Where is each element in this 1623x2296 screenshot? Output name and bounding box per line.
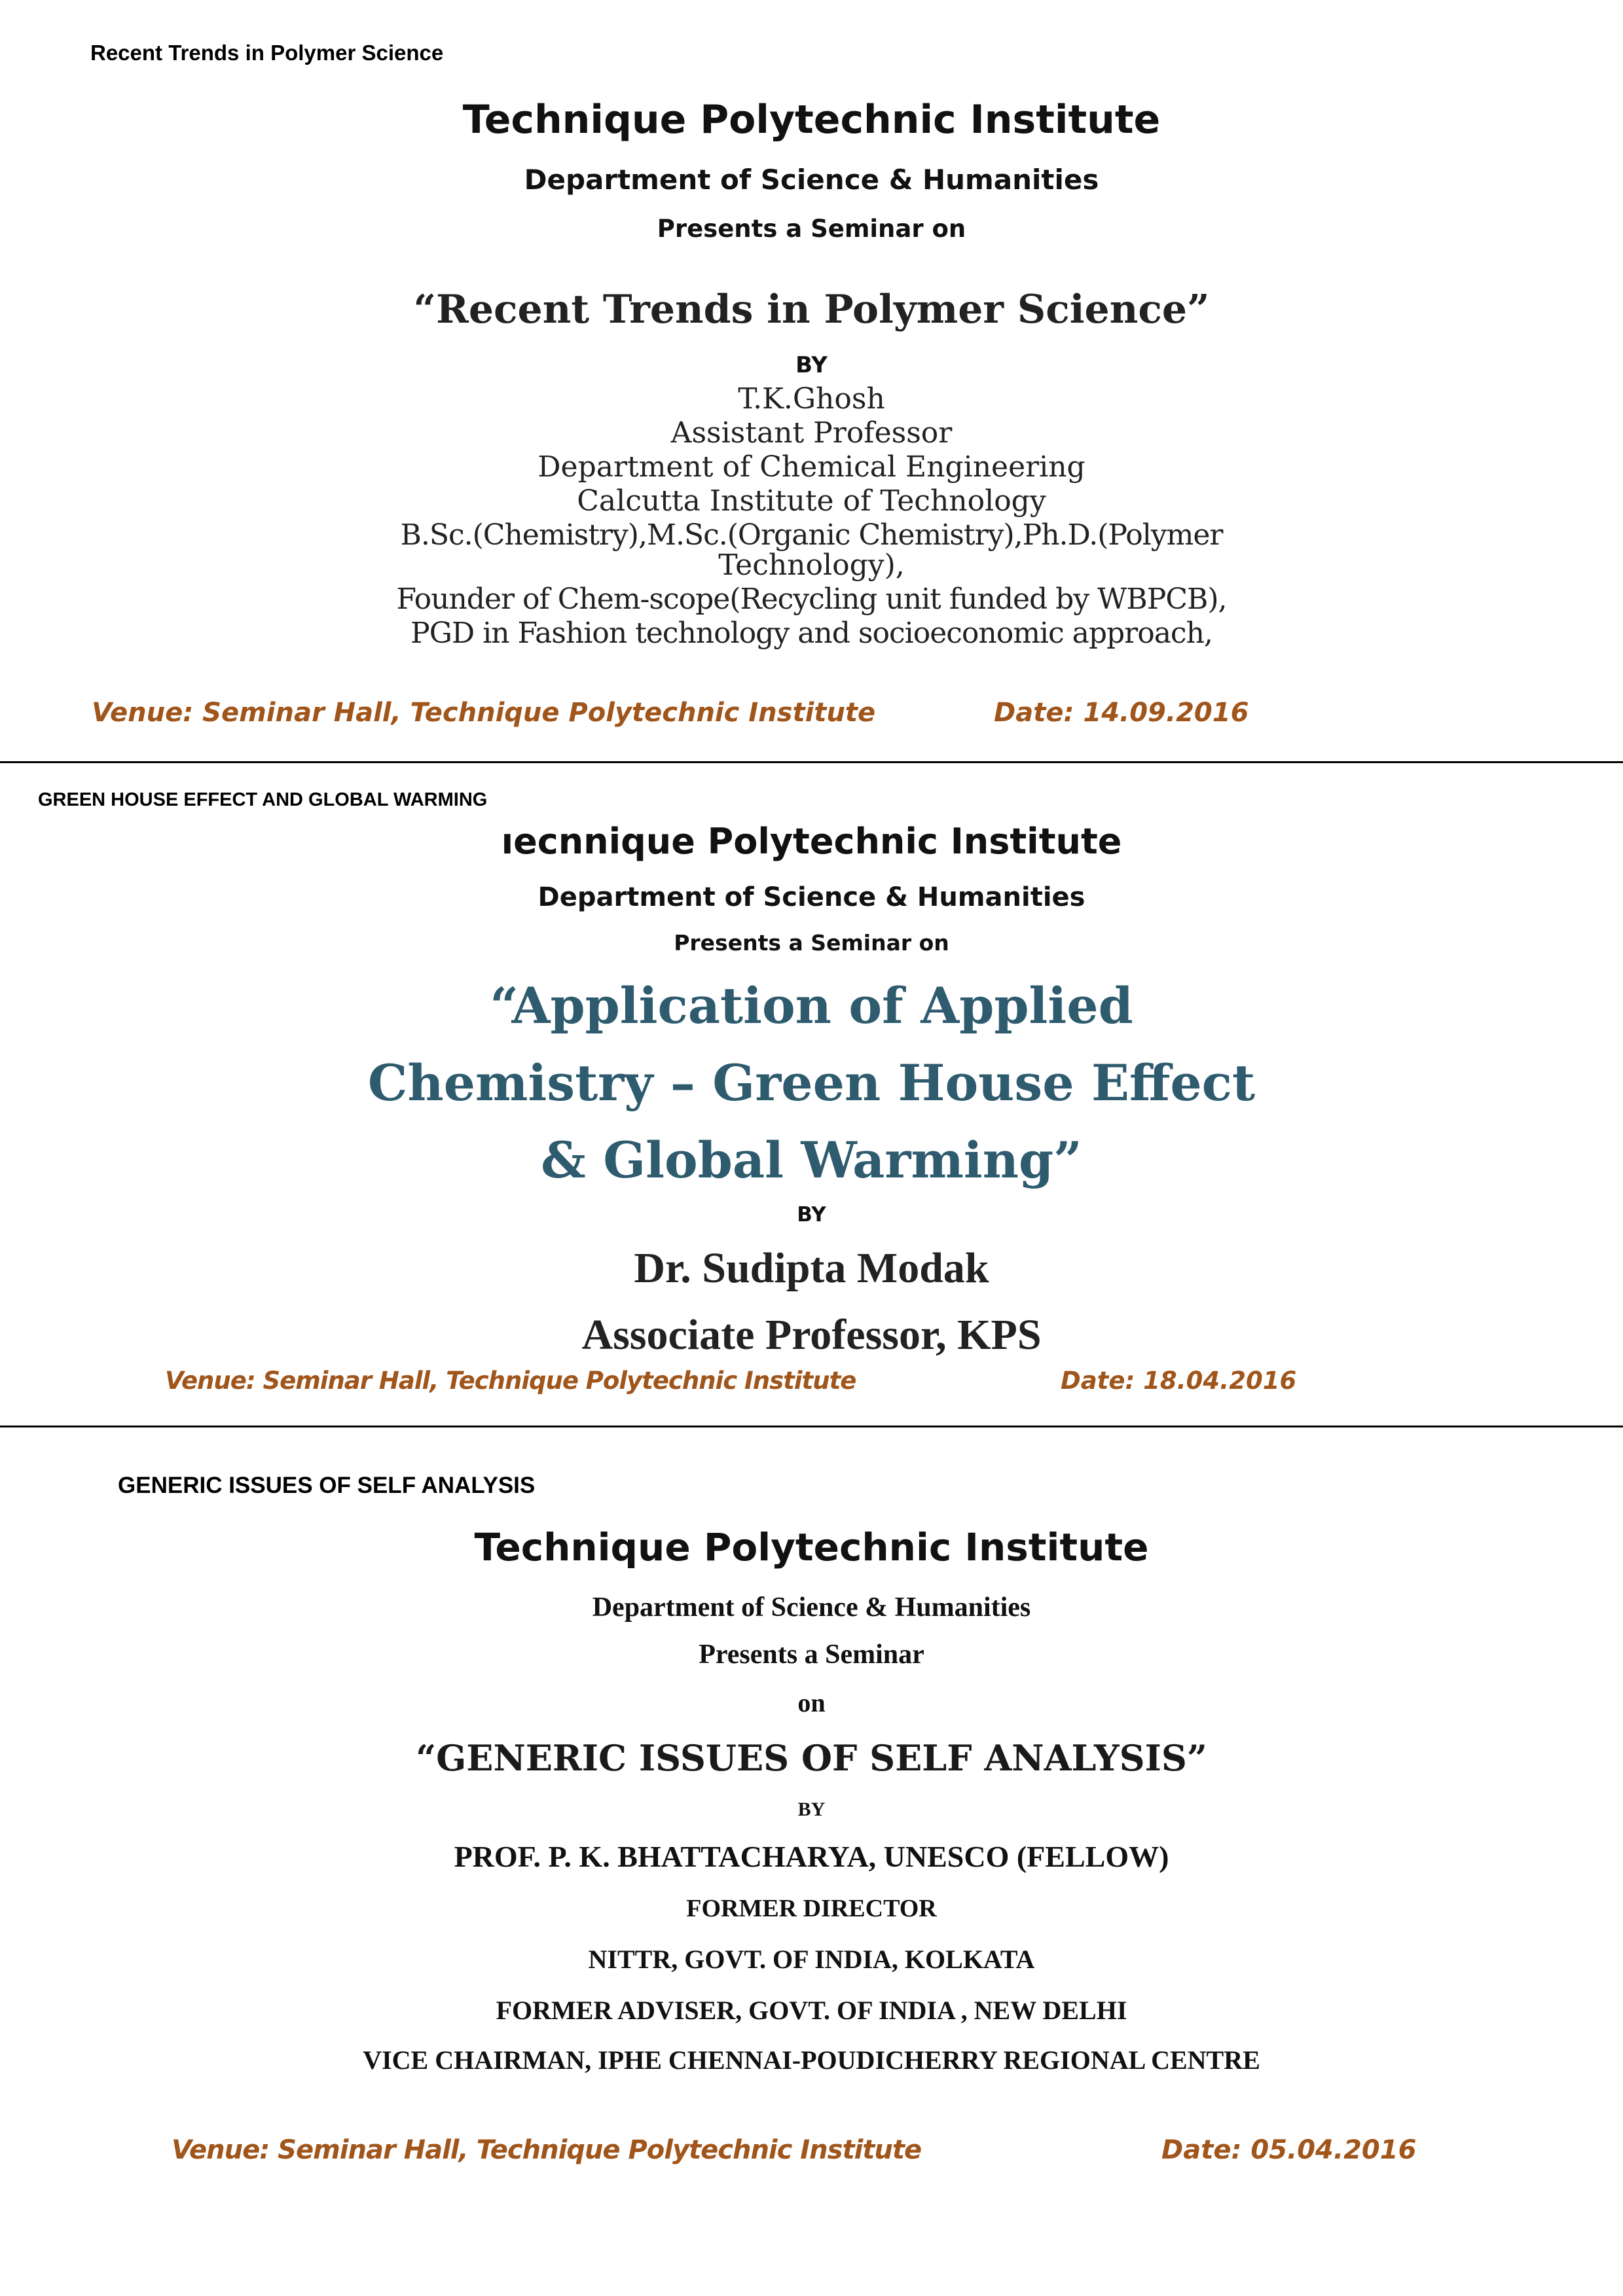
institute-name: Technique Polytechnic Institute <box>474 1525 1149 1570</box>
section-heading: GENERIC ISSUES OF SELF ANALYSIS <box>118 1473 536 1498</box>
department-name: Department of Science & Humanities <box>538 882 1085 912</box>
speaker-detail: NITTR, GOVT. OF INDIA, KOLKATA <box>588 1945 1035 1974</box>
presents-line: Presents a Seminar on <box>657 215 966 243</box>
speaker-college: Calcutta Institute of Technology <box>577 484 1046 518</box>
presents-line: Presents a Seminar on <box>674 930 949 956</box>
section-divider <box>0 761 1623 763</box>
venue-text: Venue: Seminar Hall, Technique Polytechnic Institute <box>165 1367 856 1395</box>
on-label: on <box>797 1688 826 1717</box>
speaker-name: T.K.Ghosh <box>738 382 885 416</box>
by-label: BY <box>797 1203 826 1227</box>
venue-text: Venue: Seminar Hall, Technique Polytechnic Institute <box>92 698 876 728</box>
speaker-department: Department of Chemical Engineering <box>538 450 1085 484</box>
speaker-name: PROF. P. K. BHATTACHARYA, UNESCO (FELLOW) <box>454 1840 1169 1873</box>
speaker-qualifications: B.Sc.(Chemistry),M.Sc.(Organic Chemistry),Ph.D.(Polymer <box>400 518 1223 552</box>
institute-name: Technique Polytechnic Institute <box>462 97 1161 143</box>
venue-text: Venue: Seminar Hall, Technique Polytechnic Institute <box>172 2135 922 2165</box>
seminar-title: “GENERIC ISSUES OF SELF ANALYSIS” <box>416 1737 1207 1779</box>
speaker-qualifications-cont: Technology), <box>718 548 905 582</box>
speaker-designation: Associate Professor, KPS <box>581 1311 1042 1359</box>
section-heading: GREEN HOUSE EFFECT AND GLOBAL WARMING <box>38 789 488 810</box>
date-text: Date: 18.04.2016 <box>1061 1367 1297 1395</box>
seminar-title-line-2: Chemistry – Green House Effect <box>367 1054 1256 1112</box>
department-name: Department of Science & Humanities <box>592 1592 1031 1623</box>
seminar-title-line-1: “Application of Applied <box>490 977 1133 1035</box>
date-text: Date: 05.04.2016 <box>1161 2135 1417 2165</box>
presents-line: Presents a Seminar <box>699 1640 924 1670</box>
section-heading: Recent Trends in Polymer Science <box>90 41 444 65</box>
speaker-detail: VICE CHAIRMAN, IPHE CHENNAI-POUDICHERRY REGIONAL CENTRE <box>363 2045 1260 2075</box>
institute-name: ıecnnique Polytechnic Institute <box>501 821 1122 862</box>
section-divider <box>0 1426 1623 1427</box>
speaker-detail: FORMER DIRECTOR <box>686 1895 937 1922</box>
speaker-pgd: PGD in Fashion technology and socioeconomic approach, <box>410 617 1213 650</box>
seminar-title: “Recent Trends in Polymer Science” <box>413 287 1210 332</box>
speaker-founder: Founder of Chem-scope(Recycling unit funded by WBPCB), <box>396 583 1227 616</box>
by-label: BY <box>795 352 828 378</box>
date-text: Date: 14.09.2016 <box>994 698 1249 728</box>
speaker-name: Dr. Sudipta Modak <box>634 1244 989 1292</box>
speaker-designation: Assistant Professor <box>670 416 953 450</box>
by-label: BY <box>797 1799 826 1820</box>
speaker-detail: FORMER ADVISER, GOVT. OF INDIA , NEW DELHI <box>496 1996 1127 2025</box>
department-name: Department of Science & Humanities <box>524 164 1099 196</box>
seminar-title-line-3: & Global Warming” <box>541 1131 1082 1189</box>
